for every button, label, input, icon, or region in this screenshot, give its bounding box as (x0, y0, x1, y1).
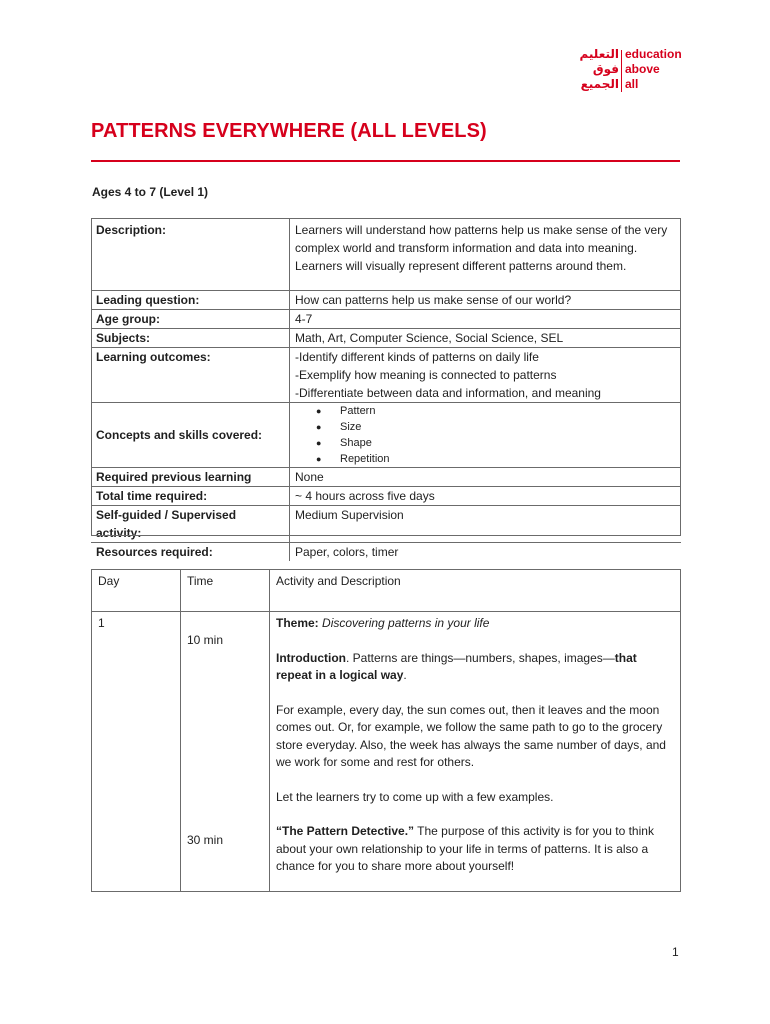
outcomes-label: Learning outcomes: (91, 348, 290, 403)
theme-value: Discovering patterns in your life (322, 616, 490, 630)
info-row-outcomes (91, 348, 681, 403)
info-row-age-group (91, 310, 681, 329)
day-cell: 1 (92, 612, 181, 892)
info-row-concepts (91, 403, 681, 468)
header-day: Day (92, 570, 181, 612)
info-row-leading-question (91, 291, 681, 310)
info-row-resources (91, 543, 681, 562)
example-paragraph: For example, every day, the sun comes out, then it leaves and the moon comes out. Or, for example, we follow the same path to go to the grocery store everyday. Also, the week has always the same number of days, and we work for some and rest for others. (276, 702, 666, 769)
leading-question-label: Leading question: (91, 291, 290, 310)
intro-end: . (403, 668, 407, 682)
prev-learning-label: Required previous learning (91, 468, 290, 487)
description-value: Learners will understand how patterns help us make sense of the very complex world and transform information and data into meaning. Learners will visually represent different patterns around them. (295, 223, 668, 273)
education-above-all-logo (571, 47, 681, 97)
detective-bold: “The Pattern Detective.” (276, 824, 415, 838)
subjects-value: Math, Art, Computer Science, Social Science, SEL (290, 329, 682, 348)
level-heading: Ages 4 to 7 (Level 1) (92, 185, 209, 199)
info-row-previous-learning (91, 468, 681, 487)
time-cell (181, 612, 270, 892)
concept-item: ● Shape (340, 435, 676, 451)
outcome-item: -Exemplify how meaning is connected to patterns (295, 368, 557, 382)
time-label: Total time required: (91, 487, 290, 506)
logo-en-line-1: education (625, 47, 682, 61)
mode-value: Medium Supervision (290, 506, 682, 543)
logo-en-line-2: above (625, 62, 660, 76)
age-group-label: Age group: (91, 310, 290, 329)
document-title: PATTERNS EVERYWHERE (ALL LEVELS) (91, 120, 487, 142)
concept-item: ● Size (340, 419, 676, 435)
concept-item: ● Repetition (340, 451, 676, 467)
info-row-supervision (91, 506, 681, 543)
outcome-item: -Identify different kinds of patterns on daily life (295, 350, 539, 364)
detective-text: The purpose of this activity is for you to think about your own relationship to your life in terms of patterns. It is also a chance for you to share more about yourself! (276, 824, 654, 873)
resources-value: Paper, colors, timer (290, 543, 682, 562)
prev-learning-value: None (290, 468, 682, 487)
logo-ar-line-3: الجميع (580, 77, 619, 91)
concepts-label (91, 403, 290, 468)
age-group-value: 4-7 (290, 310, 682, 329)
intro-text: . Patterns are things—numbers, shapes, images— (345, 650, 615, 665)
intro-bold: Introduction (276, 650, 346, 665)
concepts-label-text: Concepts and skills covered: (96, 428, 263, 442)
schedule-row-day-1 (92, 612, 681, 892)
time-30-min: 30 min (187, 832, 224, 847)
concepts-list (295, 403, 676, 467)
detective-paragraph (276, 823, 674, 876)
header-time: Time (181, 570, 270, 612)
try-paragraph: Let the learners try to come up with a few examples. (276, 789, 554, 804)
logo-en-line-3: all (625, 77, 639, 91)
leading-question-value: How can patterns help us make sense of our world? (290, 291, 682, 310)
logo-arabic-text (580, 47, 620, 92)
intro-paragraph (276, 650, 674, 685)
outcomes-value (290, 348, 682, 403)
title-divider (91, 160, 680, 162)
schedule-table (91, 569, 681, 892)
lesson-info-table (91, 218, 681, 561)
time-10-min: 10 min (187, 633, 224, 647)
concept-item: ● Pattern (340, 403, 676, 419)
description-label: Description: (91, 218, 290, 291)
logo-english-text (625, 47, 682, 92)
info-row-total-time (91, 487, 681, 506)
logo-divider (621, 50, 622, 92)
theme-line (276, 615, 674, 633)
mode-label: Self-guided / Supervised activity: (91, 506, 290, 543)
schedule-header-row (92, 570, 681, 612)
time-value: ~ 4 hours across five days (290, 487, 682, 506)
activity-cell (270, 612, 681, 892)
logo-ar-line-2: فوق (592, 62, 619, 76)
outcome-item: -Differentiate between data and information, and meaning (295, 386, 601, 400)
resources-label: Resources required: (91, 543, 290, 562)
subjects-label: Subjects: (91, 329, 290, 348)
concepts-value (290, 403, 682, 468)
header-activity: Activity and Description (270, 570, 681, 612)
info-row-description (91, 218, 681, 291)
logo-ar-line-1: التعليم (579, 47, 619, 61)
info-row-subjects (91, 329, 681, 348)
intro-bold-end: that repeat in a logical way (276, 650, 637, 682)
theme-label: Theme: (276, 616, 319, 630)
page-number: 1 (672, 945, 679, 959)
